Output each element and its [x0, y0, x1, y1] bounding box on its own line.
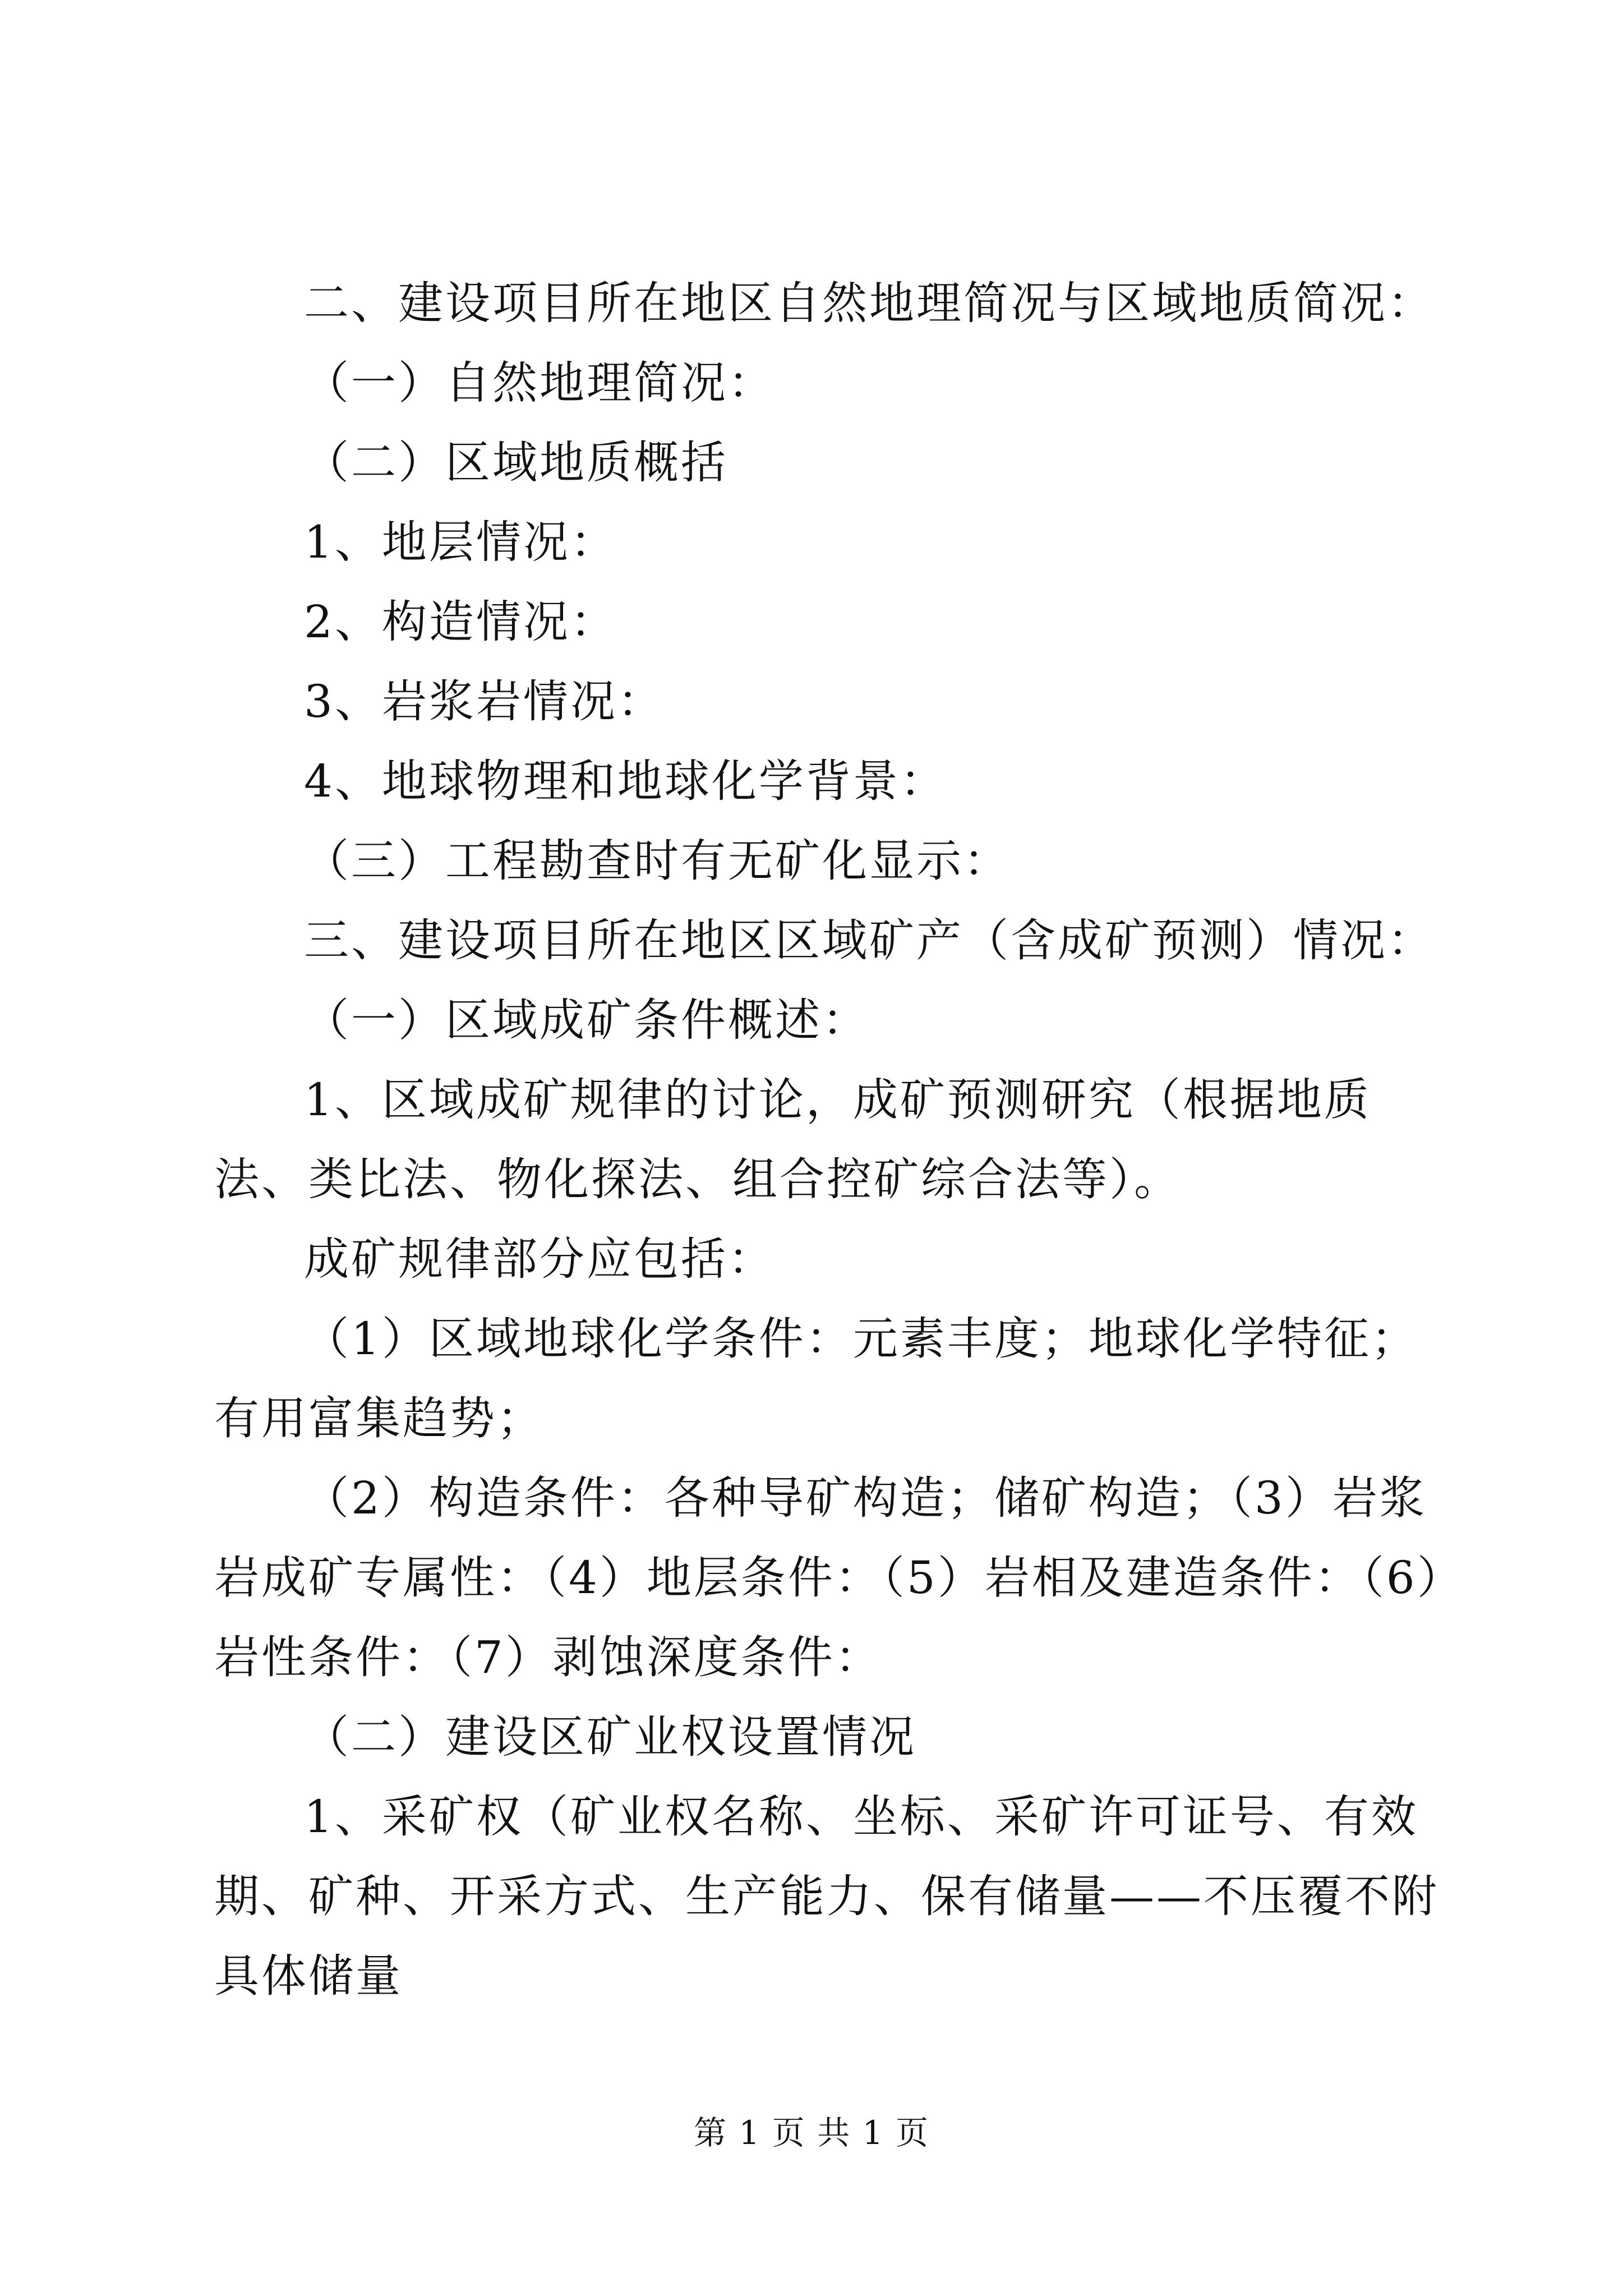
paragraph-mining-right: 1、采矿权（矿业权名称、坐标、采矿许可证号、有效期、矿种、开采方式、生产能力、保有储量——不压覆不附具体储量	[214, 1791, 1439, 2002]
paragraph-conditions-list: （2）构造条件：各种导矿构造；储矿构造；（3）岩浆岩成矿专属性：（4）地层条件：（5）岩相及建造条件：（6）岩性条件：（7）剥蚀深度条件：	[214, 1472, 1442, 1683]
subheading-natural-geography: （一）自然地理简况：	[304, 357, 775, 409]
list-item-magmatic-rock: 3、岩浆岩情况：	[304, 675, 665, 728]
subheading-regional-conditions: （一）区域成矿条件概述：	[304, 994, 869, 1046]
paragraph-laws-include: 成矿规律部分应包括：	[304, 1233, 775, 1285]
paragraph-regional-laws: 1、区域成矿规律的讨论，成矿预测研究（根据地质法、类比法、物化探法、组合控矿综合法等）。	[214, 1074, 1371, 1205]
list-item-structure: 2、构造情况：	[304, 596, 617, 648]
list-item-strata: 1、地层情况：	[304, 516, 617, 568]
subheading-mining-rights: （二）建设区矿业权设置情况	[304, 1711, 916, 1763]
document-body	[214, 264, 1442, 2016]
subheading-mineralization-display: （三）工程勘查时有无矿化显示：	[304, 835, 1011, 887]
section-heading-2: 二、建设项目所在地区自然地理简况与区域地质简况：	[304, 277, 1435, 329]
list-item-geophysics-geochemistry: 4、地球物理和地球化学背景：	[304, 755, 947, 807]
subheading-regional-geology: （二）区域地质概括	[304, 436, 728, 489]
section-heading-3: 三、建设项目所在地区区域矿产（含成矿预测）情况：	[304, 914, 1435, 967]
page-footer: 第 1 页 共 1 页	[694, 2114, 929, 2152]
paragraph-geochemical-conditions: （1）区域地球化学条件：元素丰度；地球化学特征；有用富集趋势；	[214, 1313, 1418, 1444]
